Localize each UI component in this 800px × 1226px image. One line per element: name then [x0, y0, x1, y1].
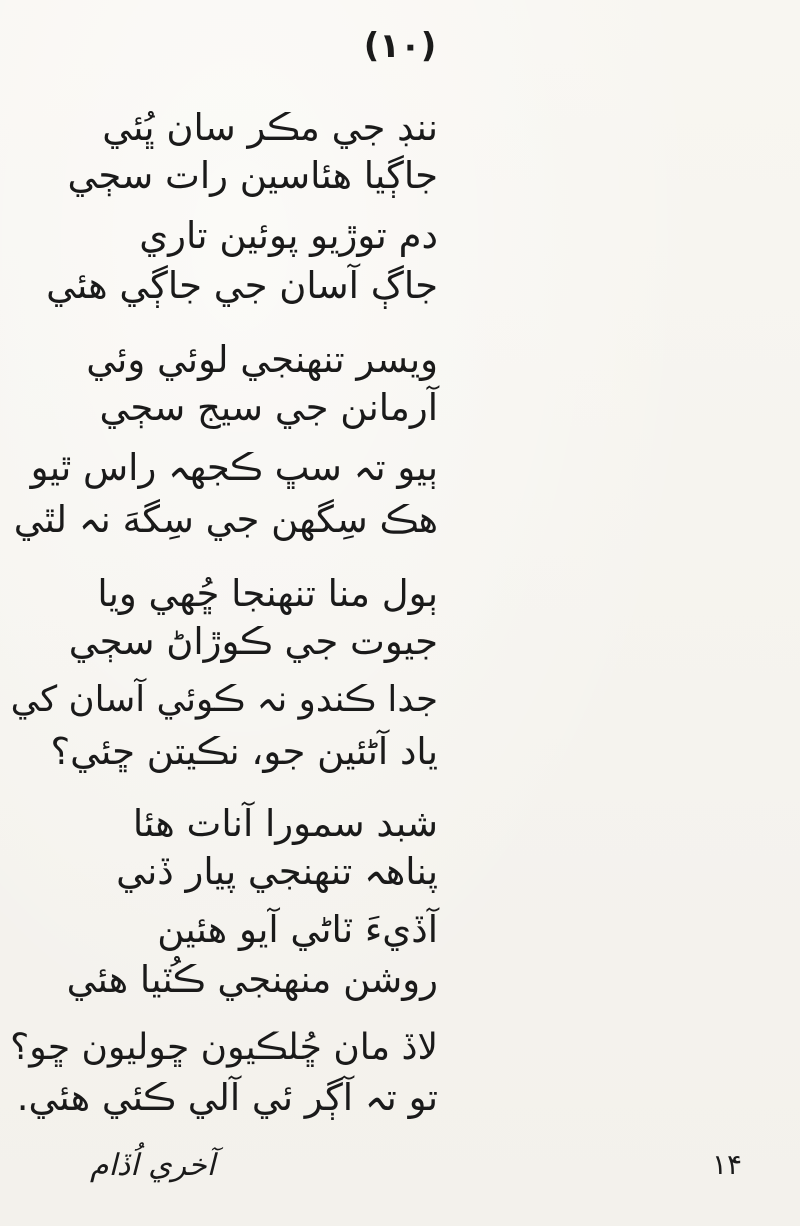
poem-line: روشن منهنجي ڪُٽيا هئي: [66, 958, 438, 1001]
poem-line: آرمانن جي سيج سڄي: [99, 386, 438, 429]
poem-line: هڪ سِگهن جي سِگهَ نہ لٿي: [13, 498, 438, 541]
page-number: ۱۴: [712, 1148, 743, 1181]
poem-line: جيوت جي ڪوڙاڻ سڄي: [68, 620, 438, 663]
poem-line: جدا ڪندو نہ ڪوئي آسان کي: [10, 679, 438, 720]
poem-line: ننڊ جي مڪر سان ڀُئي: [102, 106, 438, 149]
poem-line: لاڏ مان ڇُلڪيون ڇوليون ڇو؟: [10, 1027, 438, 1068]
poem-line: شبد سمورا آنات هئا: [132, 802, 438, 845]
book-title-footer: آخري اُڏام: [90, 1148, 216, 1183]
poem-line: ٻول منا تنهنجا ڇُهي ويا: [97, 572, 438, 615]
poem-line: ٻيو تہ سڀ ڪجهہ راس ٿيو: [30, 446, 438, 489]
poem-line: آڏيءَ ٽاڻي آيو هئين: [157, 908, 438, 951]
poem-line: پناهہ تنهنجي پيار ڏني: [116, 850, 438, 893]
poem-line: ياد آڻئين جو، نڪيتن ڇئي؟: [50, 730, 438, 773]
poem-line: جاڳيا هئاسين رات سڄي: [67, 154, 438, 197]
poem-number: (۱۰): [363, 26, 437, 66]
poem-line: ويسر تنهنجي لوئي وئي: [86, 338, 438, 381]
poem-line: تو تہ آڳر ئي آلي ڪئي هئي.: [16, 1076, 438, 1119]
poem-line: جاڳ آسان جي جاڳي هئي: [46, 264, 438, 307]
poem-line: دم توڙيو پوئين تاري: [139, 214, 438, 257]
